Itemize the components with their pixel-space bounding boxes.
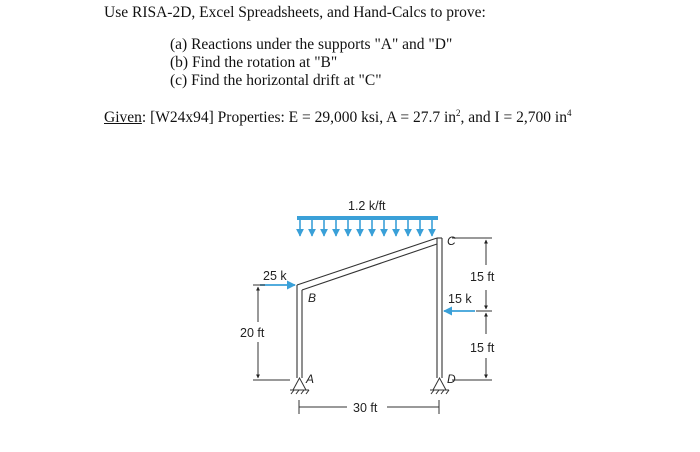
frame-members xyxy=(297,238,442,378)
item-reactions: (a) Reactions under the supports "A" and "D" xyxy=(170,36,453,53)
inertia-exponent: 4 xyxy=(566,108,572,118)
dimension-left-label: 20 ft xyxy=(240,326,265,340)
load-d-label: 15 k xyxy=(448,292,472,306)
node-d-label: D xyxy=(447,372,456,386)
node-b-label: B xyxy=(308,291,317,305)
dimension-right-bottom-label: 15 ft xyxy=(470,341,495,355)
section-designation: [W24x94] xyxy=(150,109,214,126)
dimension-right-top-label: 15 ft xyxy=(470,270,495,284)
node-c-label: C xyxy=(447,234,456,248)
given-label: Given xyxy=(104,109,142,126)
given-line: Given: [W24x94] Properties: E = 29,000 ksi, A = 27.7 $in^2$, and I = 2,700 $in^4$ xyxy=(104,108,572,126)
distributed-load xyxy=(297,216,438,236)
dimension-right xyxy=(452,238,492,380)
props-mid: , and I = 2,700 in xyxy=(460,109,567,126)
area-exponent: 2 xyxy=(456,108,461,118)
props-prefix: Properties: E = 29,000 ksi, A = 27.7 in xyxy=(217,109,457,126)
intro-text: Use RISA-2D, Excel Spreadsheets, and Hand-Calcs to prove: xyxy=(104,4,486,21)
item-drift: (c) Find the horizontal drift at "C" xyxy=(170,72,382,89)
item-rotation: (b) Find the rotation at "B" xyxy=(170,54,338,71)
distributed-load-label: 1.2 k/ft xyxy=(348,199,386,213)
load-b-label: 25 k xyxy=(263,269,287,283)
dimension-bottom-label: 30 ft xyxy=(353,401,378,415)
node-a-label: A xyxy=(306,372,315,386)
